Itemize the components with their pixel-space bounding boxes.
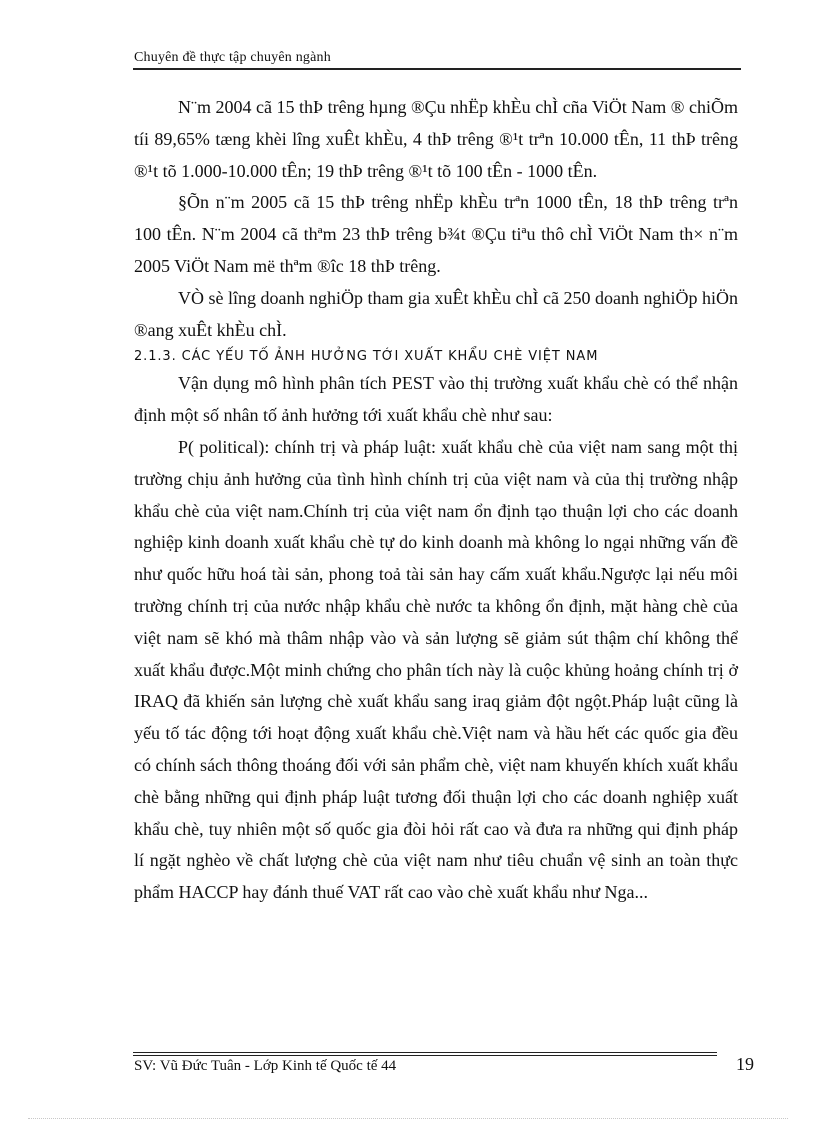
paragraph-pest-intro: Vận dụng mô hình phân tích PEST vào thị trường xuất khẩu chè có thể nhận định một số nhân tố ảnh hưởng tới xuất khẩu chè như sau: — [134, 373, 738, 426]
paragraph-enterprises: VÒ sè lîng doanh nghiÖp tham gia xuÊt khÈu chÌ cã 250 doanh nghiÖp hiÖn ®ang xuÊt khÈu chÌ. — [134, 287, 738, 340]
page-bottom-edge — [28, 1118, 788, 1119]
footer-author: SV: Vũ Đức Tuân - Lớp Kinh tế Quốc tế 44 — [134, 1058, 397, 1074]
page-header-title: Chuyên đề thực tập chuyên ngành — [134, 50, 331, 65]
page-number: 19 — [736, 1054, 754, 1074]
paragraph-market-2004: N¨m 2004 cã 15 thÞ trêng hµng ®Çu nhËp khÈu chÌ cña ViÖt Nam ® chiÕm tíi 89,65% tæng khèi lîng xuÊt khÈu, 4 thÞ trêng ®¹t trªn 10.000 tÊn, 11 thÞ trêng ®¹t tõ 1.000-10.000 tÊn; 19 thÞ trêng ®¹t tõ 100 tÊn - 1000 tÊn. — [134, 97, 738, 181]
paragraph-market-2005: §Õn n¨m 2005 cã 15 thÞ trêng nhËp khÈu trªn 1000 tÊn, 18 thÞ trêng trªn 100 tÊn. N¨m 2004 cã thªm 23 thÞ trêng b¾t ®Çu tiªu thô chÌ ViÖt Nam th× n¨m 2005 ViÖt Nam më thªm ®îc 18 thÞ trêng. — [134, 192, 738, 276]
body-content — [134, 92, 738, 909]
paragraph-political: P( political): chính trị và pháp luật: xuất khẩu chè của việt nam sang một thị trường chịu ảnh hưởng của tình hình chính trị của việt nam và của thị trường nhập khẩu chè của việt nam.Chính trị của việt nam ổn định tạo thuận lợi cho các doanh nghiệp kinh doanh xuất khẩu chè tự do kinh doanh mà không lo ngại những vấn đề như quốc hữu hoá tài sản, phong toả tài sản hay cấm xuất khẩu.Ngược lại nếu môi trường chính trị của nước nhập khẩu chè nước ta không ổn định, mặt hàng chè của việt nam sẽ khó mà thâm nhập vào và sản lượng sẽ giảm sút thậm chí không thể xuất khẩu được.Một minh chứng cho phân tích này là cuộc khủng hoảng chính trị ở IRAQ đã khiến sản lượng chè xuất khẩu sang iraq giảm đột ngột.Pháp luật cũng là yếu tố tác động tới hoạt động xuất khẩu chè.Việt nam và hầu hết các quốc gia đều có chính sách thông thoáng đối với sản phẩm chè, việt nam khuyến khích xuất khẩu chè bằng những qui định pháp luật tương đối thuận lợi cho các doanh nghiệp xuất khẩu chè, tuy nhiên một số quốc gia đòi hỏi rất cao và đưa ra những qui định pháp lí ngặt nghèo về chất lượng chè của việt nam như tiêu chuẩn vệ sinh an toàn thực phẩm HACCP hay đánh thuế VAT rất cao vào chè xuất khẩu như Nga... — [134, 436, 738, 903]
footer-divider-top — [133, 1052, 717, 1053]
section-heading: 2.1.3. CÁC YẾU TỐ ẢNH HƯỞNG TỚI XUẤT KHẨU CHÈ VIỆT NAM — [134, 349, 599, 365]
footer-divider-bottom — [133, 1055, 717, 1056]
header-divider — [133, 68, 741, 70]
